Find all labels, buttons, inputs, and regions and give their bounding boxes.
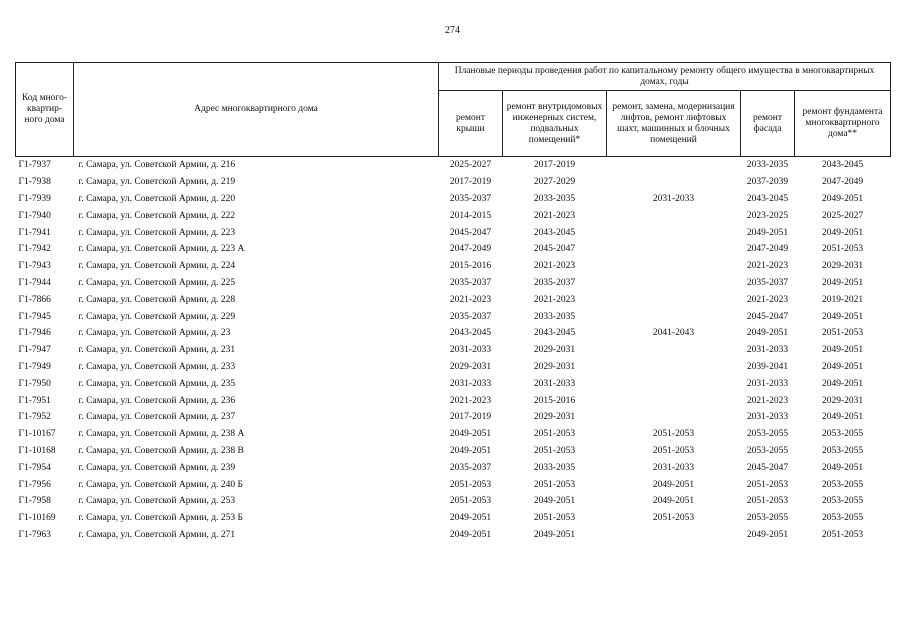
elevators-period (607, 157, 741, 174)
building-address: г. Самара, ул. Советской Армии, д. 224 (78, 261, 236, 272)
roof-period: 2025-2027 (449, 160, 492, 171)
header-roof: ремонт крыши (439, 91, 503, 157)
foundation-period: 2053-2055 (821, 429, 864, 440)
elevators-period (607, 342, 741, 359)
foundation-period: 2049-2051 (821, 277, 864, 288)
building-code: Г1-7956 (18, 479, 51, 490)
building-address: г. Самара, ул. Советской Армии, д. 235 (78, 378, 236, 389)
roof-period: 2049-2051 (449, 529, 492, 540)
table-row (16, 291, 891, 308)
table-row (16, 191, 891, 208)
header-group-title: Плановые периоды проведения работ по капитальному ремонту общего имущества в многоквартирных домах, годы (439, 63, 891, 91)
facade-period: 2021-2023 (746, 395, 789, 406)
engineering-period: 2051-2053 (533, 429, 576, 440)
foundation-period: 2051-2053 (821, 529, 864, 540)
elevators-period (607, 174, 741, 191)
foundation-period: 2025-2027 (821, 210, 864, 221)
facade-period: 2053-2055 (746, 445, 789, 456)
table-row (16, 308, 891, 325)
roof-period: 2049-2051 (449, 513, 492, 524)
table-row (16, 476, 891, 493)
engineering-period: 2029-2031 (533, 412, 576, 423)
roof-period: 2015-2016 (449, 261, 492, 272)
facade-period: 2049-2051 (746, 227, 789, 238)
facade-period: 2053-2055 (746, 429, 789, 440)
building-address: г. Самара, ул. Советской Армии, д. 229 (78, 311, 236, 322)
table-row (16, 275, 891, 292)
page-number: 274 (445, 25, 460, 36)
roof-period: 2017-2019 (449, 412, 492, 423)
elevators-period: 2031-2033 (652, 462, 695, 473)
building-address: г. Самара, ул. Советской Армии, д. 238 А (78, 429, 245, 440)
elevators-period (607, 224, 741, 241)
roof-period: 2021-2023 (449, 395, 492, 406)
roof-period: 2031-2033 (449, 345, 492, 356)
foundation-period: 2043-2045 (821, 160, 864, 171)
engineering-period: 2017-2019 (533, 160, 576, 171)
foundation-period: 2053-2055 (821, 496, 864, 507)
elevators-period: 2051-2053 (652, 513, 695, 524)
engineering-period: 2035-2037 (533, 277, 576, 288)
foundation-period: 2049-2051 (821, 193, 864, 204)
roof-period: 2017-2019 (449, 177, 492, 188)
building-code: Г1-7940 (18, 210, 51, 221)
building-address: г. Самара, ул. Советской Армии, д. 236 (78, 395, 236, 406)
facade-period: 2045-2047 (746, 311, 789, 322)
facade-period: 2035-2037 (746, 277, 789, 288)
building-code: Г1-7938 (18, 177, 51, 188)
building-address: г. Самара, ул. Советской Армии, д. 216 (78, 160, 236, 171)
engineering-period: 2051-2053 (533, 479, 576, 490)
engineering-period: 2049-2051 (533, 496, 576, 507)
roof-period: 2031-2033 (449, 378, 492, 389)
facade-period: 2033-2035 (746, 160, 789, 171)
foundation-period: 2049-2051 (821, 227, 864, 238)
engineering-period: 2027-2029 (533, 177, 576, 188)
building-code: Г1-7951 (18, 395, 51, 406)
roof-period: 2035-2037 (449, 277, 492, 288)
facade-period: 2051-2053 (746, 496, 789, 507)
facade-period: 2043-2045 (746, 193, 789, 204)
header-engineering: ремонт внутридомовых инженерных систем, подвальных помещений* (503, 91, 607, 157)
roof-period: 2051-2053 (449, 479, 492, 490)
engineering-period: 2051-2053 (533, 513, 576, 524)
foundation-period: 2049-2051 (821, 345, 864, 356)
building-code: Г1-7950 (18, 378, 51, 389)
building-code: Г1-10167 (18, 429, 56, 440)
building-address: г. Самара, ул. Советской Армии, д. 23 (78, 328, 231, 339)
engineering-period: 2043-2045 (533, 328, 576, 339)
building-address: г. Самара, ул. Советской Армии, д. 220 (78, 193, 236, 204)
engineering-period: 2045-2047 (533, 244, 576, 255)
building-address: г. Самара, ул. Советской Армии, д. 253 Б (78, 513, 243, 524)
header-facade: ремонт фасада (741, 91, 795, 157)
elevators-period (607, 359, 741, 376)
facade-period: 2031-2033 (746, 345, 789, 356)
building-address: г. Самара, ул. Советской Армии, д. 223 (78, 227, 236, 238)
facade-period: 2049-2051 (746, 328, 789, 339)
building-code: Г1-7946 (18, 328, 51, 339)
building-address: г. Самара, ул. Советской Армии, д. 271 (78, 529, 236, 540)
foundation-period: 2049-2051 (821, 378, 864, 389)
roof-period: 2045-2047 (449, 227, 492, 238)
facade-period: 2031-2033 (746, 378, 789, 389)
roof-period: 2014-2015 (449, 210, 492, 221)
roof-period: 2029-2031 (449, 361, 492, 372)
building-code: Г1-7937 (18, 160, 51, 171)
foundation-period: 2051-2053 (821, 244, 864, 255)
facade-period: 2053-2055 (746, 513, 789, 524)
roof-period: 2051-2053 (449, 496, 492, 507)
table-row (16, 493, 891, 510)
foundation-period: 2049-2051 (821, 361, 864, 372)
facade-period: 2037-2039 (746, 177, 789, 188)
engineering-period: 2051-2053 (533, 445, 576, 456)
elevators-period: 2041-2043 (652, 328, 695, 339)
roof-period: 2047-2049 (449, 244, 492, 255)
table-row (16, 342, 891, 359)
facade-period: 2049-2051 (746, 529, 789, 540)
table-row (16, 392, 891, 409)
elevators-period (607, 392, 741, 409)
building-address: г. Самара, ул. Советской Армии, д. 233 (78, 361, 236, 372)
elevators-period (607, 375, 741, 392)
header-address: Адрес многоквартирного дома (74, 63, 439, 157)
building-code: Г1-7941 (18, 227, 51, 238)
elevators-period (607, 409, 741, 426)
table-row (16, 409, 891, 426)
roof-period: 2035-2037 (449, 462, 492, 473)
elevators-period: 2049-2051 (652, 479, 695, 490)
facade-period: 2045-2047 (746, 462, 789, 473)
engineering-period: 2043-2045 (533, 227, 576, 238)
roof-period: 2049-2051 (449, 429, 492, 440)
table-row (16, 157, 891, 174)
building-address: г. Самара, ул. Советской Армии, д. 238 В (78, 445, 244, 456)
engineering-period: 2021-2023 (533, 261, 576, 272)
building-address: г. Самара, ул. Советской Армии, д. 253 (78, 496, 236, 507)
table-row (16, 527, 891, 544)
foundation-period: 2019-2021 (821, 294, 864, 305)
facade-period: 2031-2033 (746, 412, 789, 423)
roof-period: 2035-2037 (449, 311, 492, 322)
engineering-period: 2033-2035 (533, 462, 576, 473)
capital-repair-schedule-table (15, 62, 891, 543)
elevators-period: 2051-2053 (652, 445, 695, 456)
building-code: Г1-10169 (18, 513, 56, 524)
engineering-period: 2031-2033 (533, 378, 576, 389)
elevators-period (607, 527, 741, 544)
building-code: Г1-7958 (18, 496, 51, 507)
table-header (16, 63, 891, 157)
elevators-period (607, 241, 741, 258)
roof-period: 2043-2045 (449, 328, 492, 339)
elevators-period (607, 291, 741, 308)
engineering-period: 2049-2051 (533, 529, 576, 540)
table-row (16, 174, 891, 191)
building-address: г. Самара, ул. Советской Армии, д. 228 (78, 294, 236, 305)
table-row (16, 325, 891, 342)
foundation-period: 2053-2055 (821, 479, 864, 490)
foundation-period: 2029-2031 (821, 395, 864, 406)
table-row (16, 207, 891, 224)
building-code: Г1-7939 (18, 193, 51, 204)
facade-period: 2021-2023 (746, 261, 789, 272)
elevators-period (607, 258, 741, 275)
building-address: г. Самара, ул. Советской Армии, д. 223 А (78, 244, 245, 255)
building-code: Г1-7949 (18, 361, 51, 372)
foundation-period: 2047-2049 (821, 177, 864, 188)
header-foundation: ремонт фундамента многоквартирного дома** (795, 91, 891, 157)
roof-period: 2035-2037 (449, 193, 492, 204)
elevators-period: 2051-2053 (652, 429, 695, 440)
elevators-period (607, 308, 741, 325)
building-code: Г1-7943 (18, 261, 51, 272)
engineering-period: 2015-2016 (533, 395, 576, 406)
building-code: Г1-7866 (18, 294, 51, 305)
building-code: Г1-7952 (18, 412, 51, 423)
foundation-period: 2053-2055 (821, 445, 864, 456)
table-row (16, 375, 891, 392)
building-address: г. Самара, ул. Советской Армии, д. 231 (78, 345, 236, 356)
foundation-period: 2049-2051 (821, 311, 864, 322)
table-row (16, 459, 891, 476)
building-address: г. Самара, ул. Советской Армии, д. 239 (78, 462, 236, 473)
foundation-period: 2053-2055 (821, 513, 864, 524)
building-code: Г1-7944 (18, 277, 51, 288)
roof-period: 2021-2023 (449, 294, 492, 305)
facade-period: 2021-2023 (746, 294, 789, 305)
building-code: Г1-7963 (18, 529, 51, 540)
elevators-period: 2049-2051 (652, 496, 695, 507)
table-row (16, 359, 891, 376)
facade-period: 2051-2053 (746, 479, 789, 490)
table-row (16, 443, 891, 460)
header-elevators: ремонт, замена, модернизация лифтов, ремонт лифтовых шахт, машинных и блочных помещений (607, 91, 741, 157)
building-code: Г1-7947 (18, 345, 51, 356)
table-row (16, 241, 891, 258)
table-row (16, 224, 891, 241)
building-address: г. Самара, ул. Советской Армии, д. 225 (78, 277, 236, 288)
facade-period: 2039-2041 (746, 361, 789, 372)
foundation-period: 2029-2031 (821, 261, 864, 272)
engineering-period: 2021-2023 (533, 294, 576, 305)
building-code: Г1-7942 (18, 244, 51, 255)
table-row (16, 426, 891, 443)
building-address: г. Самара, ул. Советской Армии, д. 219 (78, 177, 236, 188)
facade-period: 2023-2025 (746, 210, 789, 221)
engineering-period: 2033-2035 (533, 193, 576, 204)
facade-period: 2047-2049 (746, 244, 789, 255)
table-body (16, 157, 891, 544)
building-code: Г1-7954 (18, 462, 51, 473)
table-row (16, 258, 891, 275)
building-code: Г1-10168 (18, 445, 56, 456)
elevators-period (607, 275, 741, 292)
table-row (16, 510, 891, 527)
foundation-period: 2049-2051 (821, 462, 864, 473)
engineering-period: 2033-2035 (533, 311, 576, 322)
header-code: Код много-квартир-ного дома (16, 63, 74, 157)
building-code: Г1-7945 (18, 311, 51, 322)
engineering-period: 2029-2031 (533, 361, 576, 372)
foundation-period: 2049-2051 (821, 412, 864, 423)
building-address: г. Самара, ул. Советской Армии, д. 222 (78, 210, 236, 221)
engineering-period: 2029-2031 (533, 345, 576, 356)
foundation-period: 2051-2053 (821, 328, 864, 339)
engineering-period: 2021-2023 (533, 210, 576, 221)
building-address: г. Самара, ул. Советской Армии, д. 240 Б (78, 479, 243, 490)
elevators-period (607, 207, 741, 224)
elevators-period: 2031-2033 (652, 193, 695, 204)
roof-period: 2049-2051 (449, 445, 492, 456)
building-address: г. Самара, ул. Советской Армии, д. 237 (78, 412, 236, 423)
